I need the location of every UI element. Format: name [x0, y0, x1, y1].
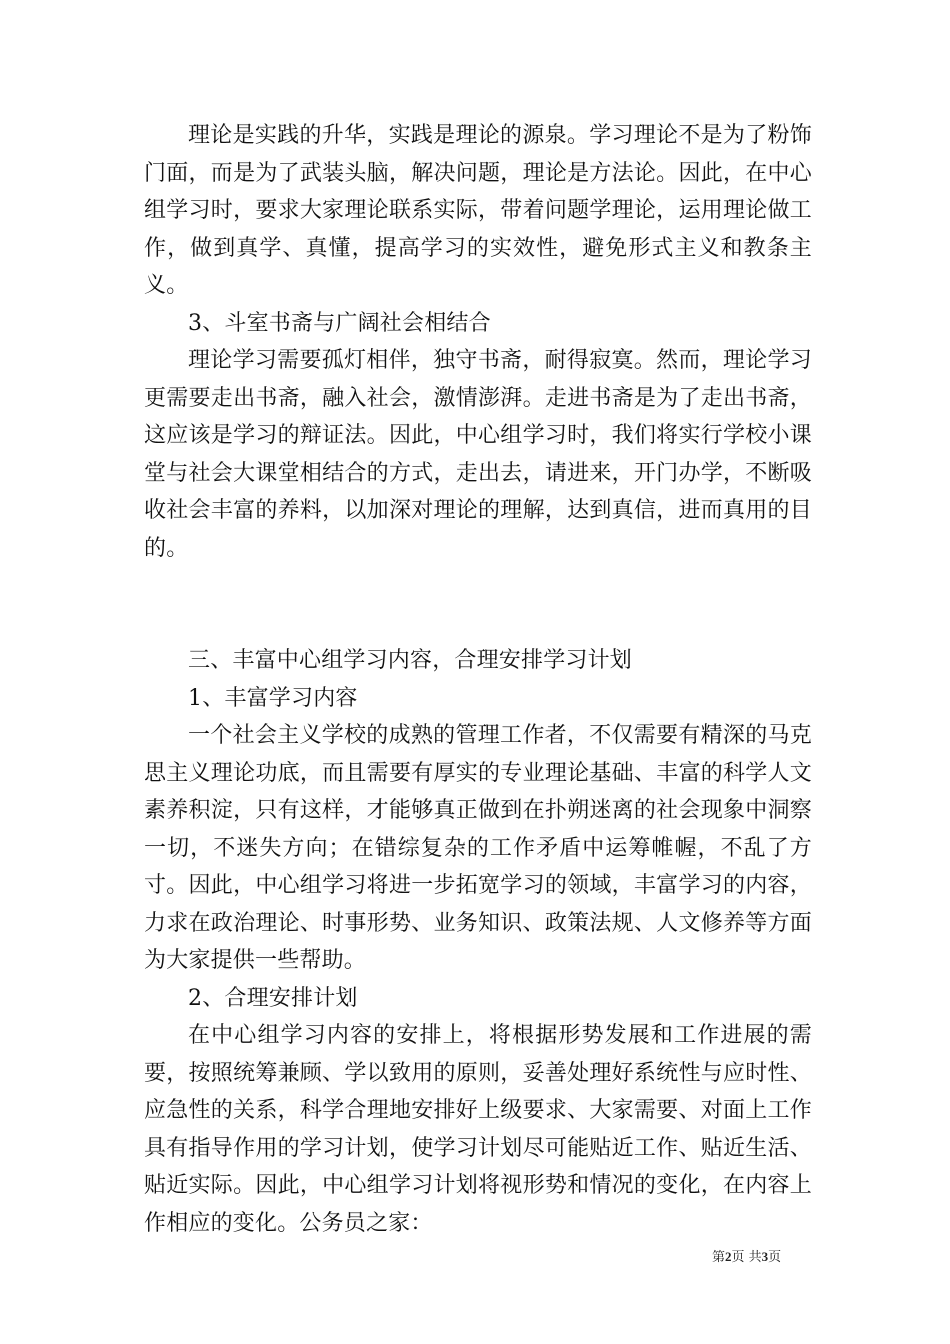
footer-prefix: 第 — [712, 1250, 726, 1265]
page-footer — [712, 1246, 781, 1265]
subsection-heading: 3、斗室书斋与广阔社会相结合 — [188, 310, 491, 336]
body-paragraph: 在中心组学习内容的安排上，将根据形势发展和工作进展的需要，按照统筹兼顾、学以致用的原则，妥善处理好系统性与应时性、应急性的关系，科学合理地安排好上级要求、大家需要、对面上工作具有指导作用的学习计划，使学习计划尽可能贴近工作、贴近生活、贴近实际。因此，中心组学习计划将视形势和情况的变化，在内容上作相应的变化。公务员之家： — [144, 1023, 812, 1236]
paragraph-spacer — [144, 567, 812, 642]
body-paragraph: 一个社会主义学校的成熟的管理工作者，不仅需要有精深的马克思主义理论功底，而且需要有厚实的专业理论基础、丰富的科学人文素养积淀，只有这样，才能够真正做到在扑朔迷离的社会现象中洞察一切，不迷失方向；在错综复杂的工作矛盾中运筹帷幄，不乱了方寸。因此，中心组学习将进一步拓宽学习的领域，丰富学习的内容，力求在政治理论、时事形势、业务知识、政策法规、人文修养等方面为大家提供一些帮助。 — [144, 723, 812, 973]
subsection-heading: 2、合理安排计划 — [188, 985, 358, 1011]
footer-middle: 页 共 — [731, 1250, 762, 1265]
section-heading: 三、丰富中心组学习内容，合理安排学习计划 — [188, 648, 633, 673]
body-paragraph: 理论学习需要孤灯相伴，独守书斋，耐得寂寞。然而，理论学习更需要走出书斋，融入社会，激情澎湃。走进书斋是为了走出书斋，这应该是学习的辩证法。因此，中心组学习时，我们将实行学校小课堂与社会大课堂相结合的方式，走出去，请进来，开门办学，不断吸收社会丰富的养料，以加深对理论的理解，达到真信，进而真用的目的。 — [144, 348, 812, 561]
body-paragraph: 理论是实践的升华，实践是理论的源泉。学习理论不是为了粉饰门面，而是为了武装头脑，解决问题，理论是方法论。因此，在中心组学习时，要求大家理论联系实际，带着问题学理论，运用理论做工作，做到真学、真懂，提高学习的实效性，避免形式主义和教条主义。 — [144, 123, 812, 298]
footer-total-pages: 3 — [761, 1249, 769, 1264]
footer-current-page: 2 — [725, 1249, 732, 1264]
document-body — [144, 117, 812, 1242]
subsection-heading: 1、丰富学习内容 — [188, 685, 358, 711]
footer-suffix: 页 — [768, 1250, 782, 1265]
